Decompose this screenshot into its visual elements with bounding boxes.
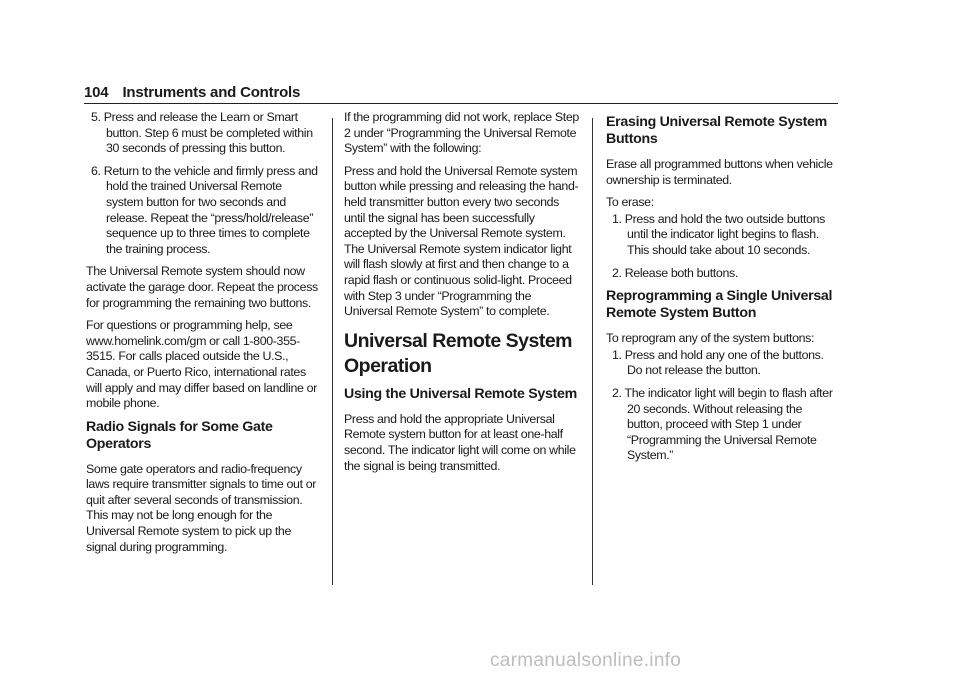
erase-step-2: 2. Release both buttons. (612, 265, 738, 280)
column-1 (86, 110, 322, 562)
paragraph-gate-operators: Some gate operators and radio-frequency laws require transmitter signals to time out or quit after several seconds of transmission. This may not be long enough for the Universal Remote system to pick up the signal during programming. (86, 461, 317, 554)
section-title: Instruments and Controls (122, 84, 301, 101)
erase-step-1: 1. Press and hold the two outside buttons until the indicator light begins to flash. This should take about 10 seconds. (612, 211, 825, 257)
step-5: 5. Press and release the Learn or Smart button. Step 6 must be completed within 30 seconds of pressing this button. (91, 110, 313, 156)
column-divider-2 (592, 118, 593, 585)
paragraph-to-reprogram: To reprogram any of the system buttons: (606, 331, 815, 346)
paragraph-press-and-hold: Press and hold the Universal Remote system button while pressing and releasing the hand-held transmitter button every two seconds until the signal has been successfully accepted by the Universal Remote system. The Universal Remote system indicator light will flash slowly at first and then change to a rapid flash or continuous solid-light. Proceed with Step 3 under “Programming the Universal Remote System” to complete. (344, 163, 579, 319)
heading-using-system: Using the Universal Remote System (344, 385, 577, 402)
page-header (84, 84, 300, 101)
step-6: 6. Return to the vehicle and firmly press and hold the trained Universal Remote system button for two seconds and release. Repeat the “press/hold/release” sequence up to three times to complete the training process. (91, 163, 318, 256)
paragraph-erase-all: Erase all programmed buttons when vehicle ownership is terminated. (606, 157, 833, 187)
paragraph-to-erase: To erase: (606, 195, 654, 210)
paragraph-programming-help: For questions or programming help, see www.homelink.com/gm or call 1-800-355-3515. For calls placed outside the U.S., Canada, or Puerto Rico, international rates will apply and may differ based on landline or mobile phone. (86, 318, 317, 411)
column-divider-1 (332, 118, 333, 585)
heading-system-operation: Universal Remote System Operation (344, 329, 573, 377)
page-number: 104 (84, 84, 109, 101)
paragraph-using-system: Press and hold the appropriate Universal Remote system button for at least one-half second. The indicator light will come on while the signal is being transmitted. (344, 411, 576, 473)
heading-erasing-buttons: Erasing Universal Remote System Buttons (606, 114, 827, 147)
column-3 (606, 110, 838, 471)
heading-reprogramming: Reprogramming a Single Universal Remote System Button (606, 288, 833, 322)
reprogram-step-1: 1. Press and hold any one of the buttons. Do not release the button. (612, 347, 824, 378)
watermark: carmanualsonline.info (490, 650, 682, 671)
header-divider (84, 103, 838, 104)
reprogram-step-2: 2. The indicator light will begin to flash after 20 seconds. Without releasing the button, proceed with Step 1 under “Programming the Universal Remote System.” (612, 385, 833, 463)
column-2 (344, 110, 580, 481)
heading-radio-signals: Radio Signals for Some Gate Operators (86, 418, 273, 452)
paragraph-garage-activate: The Universal Remote system should now activate the garage door. Repeat the process for programming the remaining two buttons. (86, 264, 318, 310)
paragraph-programming-failed: If the programming did not work, replace Step 2 under “Programming the Universal Remote System” with the following: (344, 110, 579, 156)
